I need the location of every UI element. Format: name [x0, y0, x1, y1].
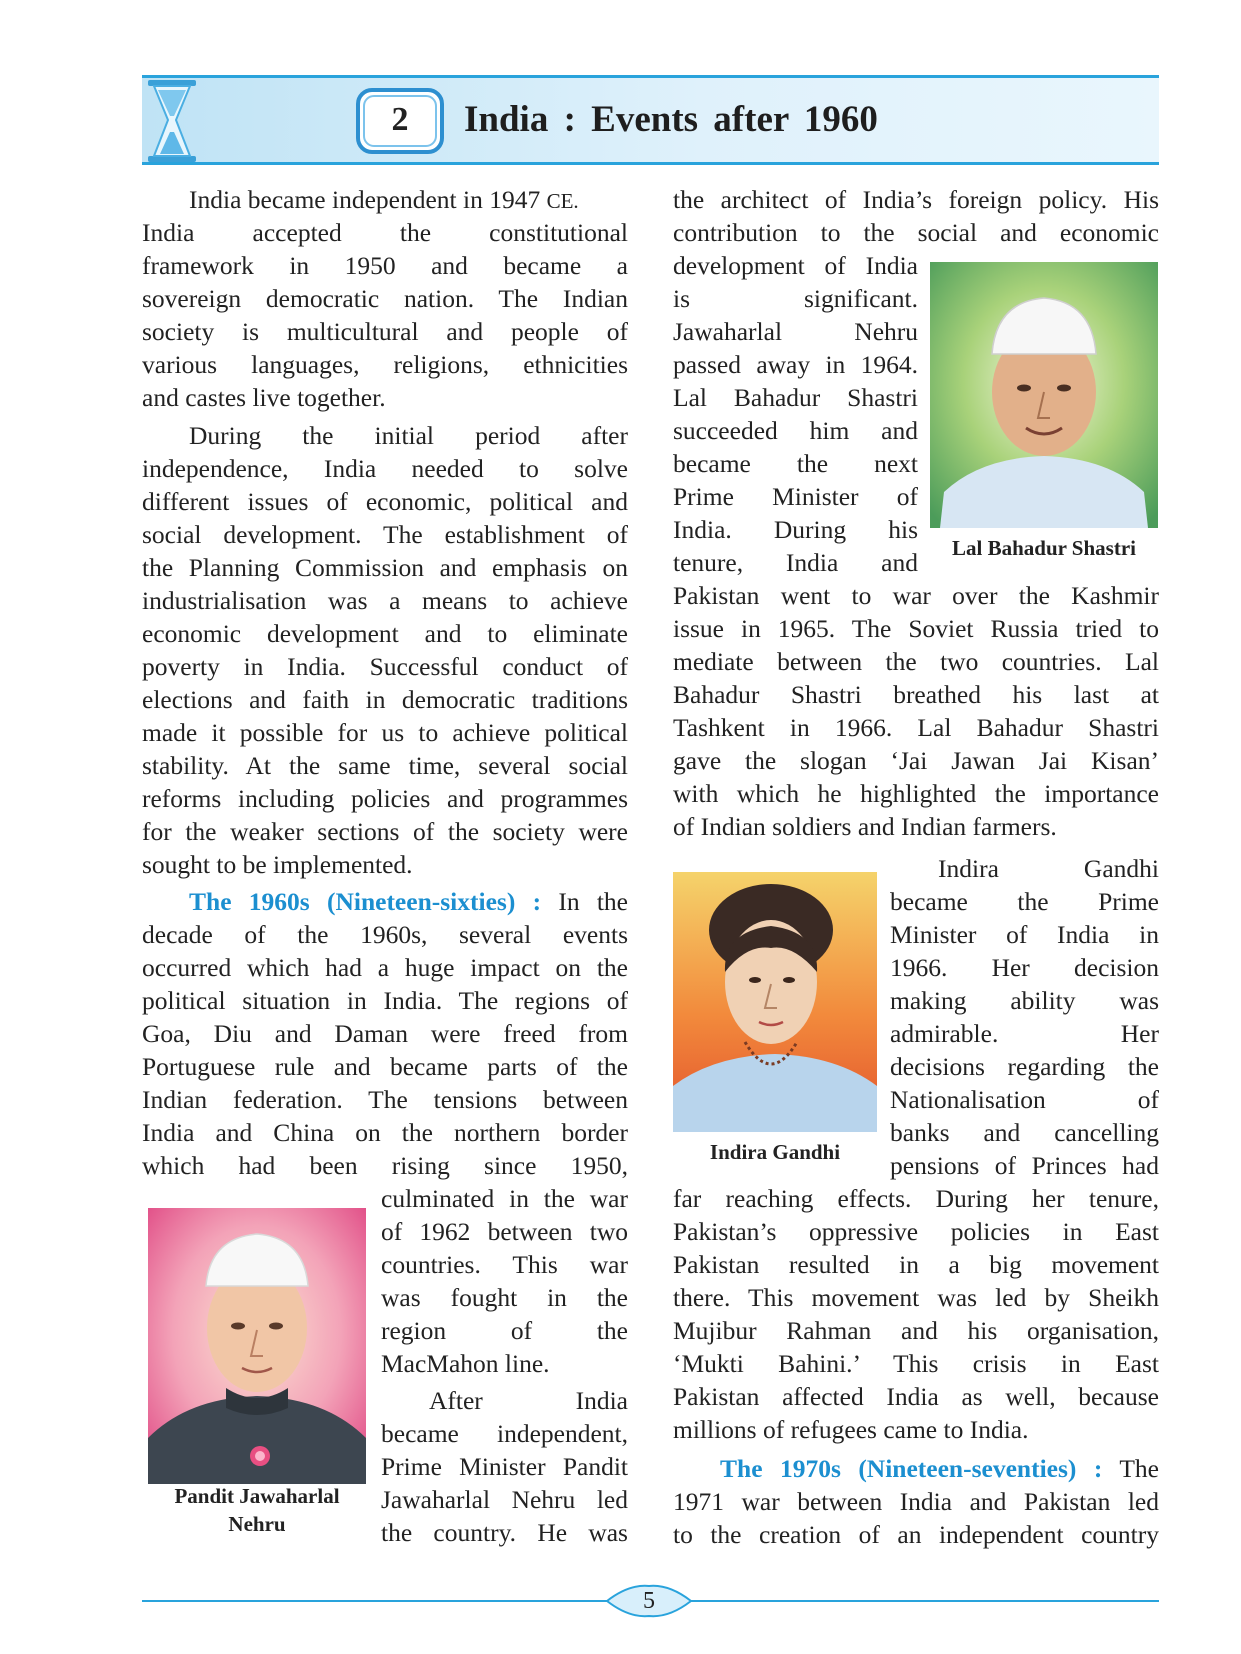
indira-narrow-6: admirable. Her — [890, 1019, 1159, 1048]
dev-line-13: for the weaker sections of the society were — [142, 817, 628, 846]
nehru-caption — [140, 1482, 374, 1538]
hourglass-icon — [146, 80, 198, 162]
paragraph-1970s — [673, 1452, 1159, 1551]
shastri-rest-5: Tashkent in 1966. Lal Bahadur Shastri — [673, 713, 1159, 742]
shastri-narrow-2: is significant. — [673, 284, 918, 313]
indira-narrow-10: pensions of Princes had — [890, 1151, 1159, 1180]
shastri-rest-4: Bahadur Shastri breathed his last at — [673, 680, 1159, 709]
sixties-line-5: Goa, Diu and Daman were freed from — [142, 1019, 628, 1048]
dev-line-9: elections and faith in democratic traditions — [142, 685, 628, 714]
seventies-line-3: to the creation of an independent country — [673, 1520, 1159, 1549]
nehru-portrait-image — [148, 1208, 366, 1484]
nehru-caption-line-2: Nehru — [228, 1512, 286, 1536]
paragraph-indira-narrow — [890, 852, 1159, 1182]
page-number: 5 — [643, 1588, 655, 1614]
paragraph-intro — [142, 183, 628, 414]
shastri-narrow-8: Prime Minister of — [673, 482, 918, 511]
indira-rest-1: far reaching effects. During her tenure, — [673, 1184, 1159, 1213]
paragraph-1960s-narrow — [381, 1182, 628, 1380]
seventies-line-2: 1971 war between India and Pakistan led — [673, 1487, 1159, 1516]
dev-line-8: poverty in India. Successful conduct of — [142, 652, 628, 681]
indira-narrow-3: Minister of India in — [890, 920, 1159, 949]
shastri-portrait-image — [930, 262, 1158, 528]
nehru-line-3: Prime Minister Pandit — [381, 1452, 628, 1481]
shastri-rest-1: Pakistan went to war over the Kashmir — [673, 581, 1159, 610]
seventies-first-word: The — [1119, 1454, 1159, 1483]
sixties-line-4: political situation in India. The regions of — [142, 986, 628, 1015]
dev-line-10: made it possible for us to achieve political — [142, 718, 628, 747]
indira-rest-2: Pakistan’s oppressive policies in East — [673, 1217, 1159, 1246]
indira-narrow-7: decisions regarding the — [890, 1052, 1159, 1081]
indira-rest-4: there. This movement was led by Sheikh — [673, 1283, 1159, 1312]
intro-line-2: India accepted the constitutional — [142, 218, 628, 247]
paragraph-1960s — [142, 885, 628, 1182]
dev-line-2: independence, India needed to solve — [142, 454, 628, 483]
sixties-line-3: occurred which had a huge impact on the — [142, 953, 628, 982]
section-heading-1960s: The 1960s (Nineteen-sixties) : — [189, 887, 542, 916]
nehru-line-5: the country. He was — [381, 1518, 628, 1547]
indira-narrow-2: became the Prime — [890, 887, 1159, 916]
section-heading-1970s: The 1970s (Nineteen-seventies) : — [720, 1454, 1103, 1483]
shastri-narrow-3: Jawaharlal Nehru — [673, 317, 918, 346]
sixties-line-7: Indian federation. The tensions between — [142, 1085, 628, 1114]
paragraph-architect — [673, 183, 1159, 249]
nehru-line-1: After India — [429, 1386, 628, 1415]
sixties-first-words: In the — [558, 887, 628, 916]
shastri-rest-8: of Indian soldiers and Indian farmers. — [673, 812, 1057, 841]
intro-line-7: and castes live together. — [142, 383, 386, 412]
shastri-narrow-6: succeeded him and — [673, 416, 918, 445]
indira-rest-3: Pakistan resulted in a big movement — [673, 1250, 1159, 1279]
indira-rest-6: ‘Mukti Bahini.’ This crisis in East — [673, 1349, 1159, 1378]
paragraph-shastri-rest — [673, 579, 1159, 843]
dev-line-7: economic development and to eliminate — [142, 619, 628, 648]
chapter-number: 2 — [391, 101, 409, 138]
intro-line-4: sovereign democratic nation. The Indian — [142, 284, 628, 313]
narrow-line-6: MacMahon line. — [381, 1349, 550, 1378]
intro-line-3: framework in 1950 and became a — [142, 251, 628, 280]
shastri-rest-2: issue in 1965. The Soviet Russia tried to — [673, 614, 1159, 643]
narrow-line-4: was fought in the — [381, 1283, 628, 1312]
paragraph-indira-rest — [673, 1182, 1159, 1446]
nehru-caption-line-1: Pandit Jawaharlal — [174, 1484, 340, 1508]
sixties-line-6: Portuguese rule and became parts of the — [142, 1052, 628, 1081]
shastri-narrow-7: became the next — [673, 449, 918, 478]
narrow-line-2: of 1962 between two — [381, 1217, 628, 1246]
dev-line-6: industrialisation was a means to achieve — [142, 586, 628, 615]
indira-narrow-1: Indira Gandhi — [938, 854, 1159, 883]
paragraph-development — [142, 419, 628, 881]
dev-line-1: During the initial period after — [189, 421, 628, 450]
indira-narrow-5: making ability was — [890, 986, 1159, 1015]
dev-line-12: reforms including policies and programmes — [142, 784, 628, 813]
nehru-line-4: Jawaharlal Nehru led — [381, 1485, 628, 1514]
shastri-rest-3: mediate between the two countries. Lal — [673, 647, 1159, 676]
intro-line-5: society is multicultural and people of — [142, 317, 628, 346]
shastri-narrow-4: passed away in 1964. — [673, 350, 918, 379]
paragraph-shastri-narrow — [673, 249, 918, 579]
indira-narrow-9: banks and cancelling — [890, 1118, 1159, 1147]
shastri-rest-6: gave the slogan ‘Jai Jawan Jai Kisan’ — [673, 746, 1159, 775]
dev-line-11: stability. At the same time, several social — [142, 751, 628, 780]
indira-narrow-8: Nationalisation of — [890, 1085, 1159, 1114]
dev-line-4: social development. The establishment of — [142, 520, 628, 549]
sixties-line-2: decade of the 1960s, several events — [142, 920, 628, 949]
shastri-rest-7: with which he highlighted the importance — [673, 779, 1159, 808]
shastri-narrow-9: India. During his — [673, 515, 918, 544]
sixties-line-8: India and China on the northern border — [142, 1118, 628, 1147]
paragraph-nehru — [381, 1384, 628, 1549]
indira-rest-7: Pakistan affected India as well, because — [673, 1382, 1159, 1411]
dev-line-3: different issues of economic, political and — [142, 487, 628, 516]
indira-caption: Indira Gandhi — [709, 1140, 841, 1164]
indira-portrait-image — [673, 872, 877, 1132]
intro-line-6: various languages, religions, ethnicities — [142, 350, 628, 379]
shastri-narrow-1: development of India — [673, 251, 918, 280]
shastri-narrow-10: tenure, India and — [673, 548, 918, 577]
dev-line-14: sought to be implemented. — [142, 850, 413, 879]
nehru-line-2: became independent, — [381, 1419, 628, 1448]
indira-narrow-4: 1966. Her decision — [890, 953, 1159, 982]
indira-rest-8: millions of refugees came to India. — [673, 1415, 1029, 1444]
architect-line-2: contribution to the social and economic — [673, 218, 1159, 247]
dev-line-5: the Planning Commission and emphasis on — [142, 553, 628, 582]
shastri-caption: Lal Bahadur Shastri — [951, 536, 1136, 560]
narrow-line-5: region of the — [381, 1316, 628, 1345]
intro-line-1: India became independent in 1947 — [189, 185, 547, 214]
sixties-line-9: which had been rising since 1950, — [142, 1151, 628, 1180]
shastri-narrow-5: Lal Bahadur Shastri — [673, 383, 918, 412]
era-abbrev: CE. — [546, 189, 579, 213]
narrow-line-3: countries. This war — [381, 1250, 628, 1279]
indira-rest-5: Mujibur Rahman and his organisation, — [673, 1316, 1159, 1345]
narrow-line-1: culminated in the war — [381, 1184, 628, 1213]
chapter-title: India : Events after 1960 — [464, 99, 878, 140]
architect-line-1: the architect of India’s foreign policy. His — [673, 185, 1159, 214]
